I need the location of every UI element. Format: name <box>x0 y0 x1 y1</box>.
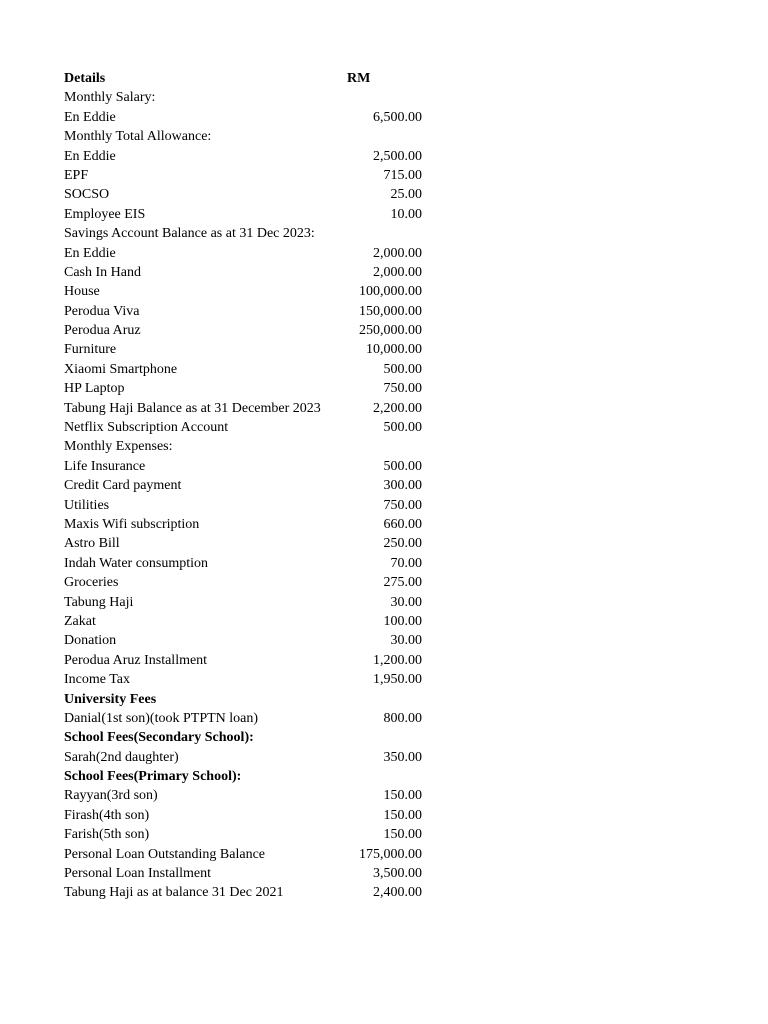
table-row <box>64 631 444 650</box>
row-amount: 250.00 <box>383 536 422 552</box>
row-amount: 70.00 <box>390 555 422 571</box>
row-amount: 500.00 <box>383 361 422 377</box>
table-row <box>64 786 444 805</box>
row-amount: 10.00 <box>390 206 422 222</box>
row-amount: 150.00 <box>383 827 422 843</box>
table-row <box>64 205 444 224</box>
table-row <box>64 670 444 689</box>
row-amount: 150,000.00 <box>359 303 422 319</box>
row-label: Indah Water consumption <box>64 555 209 571</box>
row-amount: 175,000.00 <box>359 846 422 862</box>
table-row <box>64 360 444 379</box>
table-row <box>64 282 444 301</box>
row-label: Firash(4th son) <box>64 807 150 823</box>
table-row <box>64 476 444 495</box>
row-label: House <box>64 284 100 300</box>
row-amount: 660.00 <box>383 516 422 532</box>
row-amount: 100,000.00 <box>359 284 422 300</box>
row-label: Perodua Viva <box>64 303 140 319</box>
row-amount: 275.00 <box>383 575 422 591</box>
table-row <box>64 554 444 573</box>
financial-details-table <box>64 69 444 903</box>
table-row <box>64 244 444 263</box>
row-amount: 500.00 <box>383 420 422 436</box>
row-amount: 350.00 <box>383 749 422 765</box>
row-amount: 800.00 <box>383 710 422 726</box>
table-row <box>64 302 444 321</box>
row-amount: 30.00 <box>390 633 422 649</box>
table-row <box>64 593 444 612</box>
table-row <box>64 806 444 825</box>
row-label: Credit Card payment <box>64 478 182 494</box>
row-label: Savings Account Balance as at 31 Dec 2023: <box>64 226 315 242</box>
table-row <box>64 340 444 359</box>
table-row <box>64 321 444 340</box>
row-label: Netflix Subscription Account <box>64 420 229 436</box>
row-amount: 10,000.00 <box>366 342 422 358</box>
row-label: Maxis Wifi subscription <box>64 516 200 532</box>
row-label: En Eddie <box>64 148 116 164</box>
row-amount: 500.00 <box>383 458 422 474</box>
row-amount: 2,400.00 <box>373 885 422 901</box>
table-row <box>64 825 444 844</box>
table-row <box>64 399 444 418</box>
table-row <box>64 166 444 185</box>
row-amount: 2,000.00 <box>373 245 422 261</box>
table-row <box>64 147 444 166</box>
row-label: Utilities <box>64 497 110 513</box>
row-label: Cash In Hand <box>64 264 141 280</box>
row-label: SOCSO <box>64 187 110 203</box>
row-label: Tabung Haji as at balance 31 Dec 2021 <box>64 885 284 901</box>
row-amount: 30.00 <box>390 594 422 610</box>
row-label: Zakat <box>64 613 96 629</box>
table-row <box>64 748 444 767</box>
table-row <box>64 185 444 204</box>
row-amount: 750.00 <box>383 381 422 397</box>
row-label: Monthly Salary: <box>64 90 156 106</box>
row-label: Sarah(2nd daughter) <box>64 749 179 765</box>
table-row <box>64 108 444 127</box>
row-label: En Eddie <box>64 109 116 125</box>
row-amount: 25.00 <box>390 187 422 203</box>
row-amount: 2,200.00 <box>373 400 422 416</box>
table-body <box>64 88 444 902</box>
row-label: Life Insurance <box>64 458 146 474</box>
table-row <box>64 612 444 631</box>
row-label: Farish(5th son) <box>64 827 150 843</box>
row-label: Perodua Aruz Installment <box>64 652 208 668</box>
row-label: HP Laptop <box>64 381 125 397</box>
table-row <box>64 883 444 902</box>
row-label: Donation <box>64 633 117 649</box>
row-amount: 1,200.00 <box>373 652 422 668</box>
table-row <box>64 864 444 883</box>
row-label: Tabung Haji Balance as at 31 December 2023 <box>64 400 321 416</box>
table-row <box>64 88 444 107</box>
rm-column-header: RM <box>347 71 371 86</box>
row-label: School Fees(Primary School): <box>64 769 242 785</box>
table-row <box>64 728 444 747</box>
table-row <box>64 709 444 728</box>
row-label: EPF <box>64 167 89 183</box>
row-label: Xiaomi Smartphone <box>64 361 178 377</box>
row-label: Tabung Haji <box>64 594 134 610</box>
row-label: Personal Loan Installment <box>64 866 211 882</box>
row-amount: 250,000.00 <box>359 323 422 339</box>
row-amount: 715.00 <box>383 167 422 183</box>
row-amount: 1,950.00 <box>373 672 422 688</box>
row-label: Personal Loan Outstanding Balance <box>64 846 266 862</box>
row-amount: 2,000.00 <box>373 264 422 280</box>
row-amount: 150.00 <box>383 807 422 823</box>
table-row <box>64 127 444 146</box>
table-row <box>64 651 444 670</box>
row-label: Perodua Aruz <box>64 323 141 339</box>
table-row <box>64 690 444 709</box>
table-row <box>64 263 444 282</box>
table-row <box>64 534 444 553</box>
row-label: Monthly Total Allowance: <box>64 129 212 145</box>
row-label: En Eddie <box>64 245 116 261</box>
row-label: University Fees <box>64 691 157 707</box>
row-amount: 100.00 <box>383 613 422 629</box>
table-row <box>64 224 444 243</box>
row-amount: 3,500.00 <box>373 866 422 882</box>
row-amount: 6,500.00 <box>373 109 422 125</box>
table-row <box>64 437 444 456</box>
table-row <box>64 767 444 786</box>
table-row <box>64 845 444 864</box>
table-row <box>64 515 444 534</box>
row-label: Groceries <box>64 575 119 591</box>
row-label: Monthly Expenses: <box>64 439 173 455</box>
table-row <box>64 379 444 398</box>
row-label: Astro Bill <box>64 536 120 552</box>
row-amount: 300.00 <box>383 478 422 494</box>
row-label: School Fees(Secondary School): <box>64 730 254 746</box>
row-label: Danial(1st son)(took PTPTN loan) <box>64 710 259 726</box>
table-row <box>64 457 444 476</box>
row-amount: 2,500.00 <box>373 148 422 164</box>
row-amount: 150.00 <box>383 788 422 804</box>
details-column-header: Details <box>64 71 106 86</box>
table-row <box>64 496 444 515</box>
row-label: Income Tax <box>64 672 131 688</box>
table-row <box>64 573 444 592</box>
table-row <box>64 418 444 437</box>
row-label: Rayyan(3rd son) <box>64 788 158 804</box>
row-label: Furniture <box>64 342 117 358</box>
row-amount: 750.00 <box>383 497 422 513</box>
table-header-row <box>64 69 444 88</box>
row-label: Employee EIS <box>64 206 146 222</box>
